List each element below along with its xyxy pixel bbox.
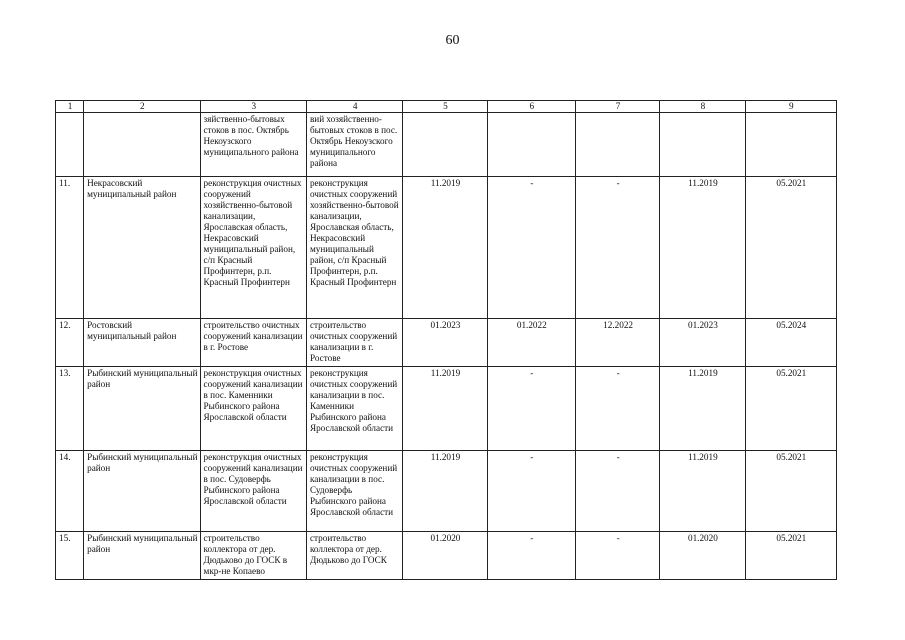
description-cell: строительство коллектора от дер. Дюдьково до ГОСК (306, 532, 402, 580)
date-cell: 11.2019 (403, 367, 487, 451)
table-row (56, 451, 837, 532)
column-number: 3 (200, 101, 306, 113)
table-row (56, 319, 837, 367)
column-number-row (56, 101, 837, 113)
description-cell: реконструкция очистных сооружений канализации в пос. Судоверфь Рыбинского района Ярославской области (306, 451, 402, 532)
column-number: 6 (487, 101, 575, 113)
row-number-cell: 15. (56, 532, 84, 580)
row-number-cell: 14. (56, 451, 84, 532)
date-cell: 11.2019 (660, 177, 745, 319)
date-cell: 11.2019 (660, 367, 745, 451)
object-cell: реконструкция очистных сооружений канализации в пос. Судоверфь Рыбинского района Ярославской области (200, 451, 306, 532)
column-number: 4 (306, 101, 402, 113)
date-cell: - (487, 177, 575, 319)
object-cell: строительство очистных сооружений канализации в г. Ростове (200, 319, 306, 367)
object-cell: реконструкция очистных сооружений канализации в пос. Каменники Рыбинского района Ярославской области (200, 367, 306, 451)
date-cell: 01.2023 (660, 319, 745, 367)
row-number-cell: 12. (56, 319, 84, 367)
column-number: 1 (56, 101, 84, 113)
date-cell: 05.2021 (745, 367, 836, 451)
date-cell: 11.2019 (660, 451, 745, 532)
date-cell: 12.2022 (575, 319, 659, 367)
date-cell: 05.2024 (745, 319, 836, 367)
table-row (56, 367, 837, 451)
page-number: 60 (445, 33, 460, 48)
object-cell: реконструкция очистных сооружений хозяйственно-бытовой канализации, Ярославская область, Некрасовский муниципальный район, с/п Красный Профинтерн, р.п. Красный Профинтерн (200, 177, 306, 319)
document-table (55, 100, 837, 580)
date-cell: 01.2020 (660, 532, 745, 580)
district-cell: Ростовский муниципальный район (84, 319, 200, 367)
row-number-cell (56, 113, 84, 177)
district-cell: Рыбинский муниципальный район (84, 532, 200, 580)
district-cell: Рыбинский муниципальный район (84, 451, 200, 532)
description-cell: реконструкция очистных сооружений канализации в пос. Каменники Рыбинского района Ярославской области (306, 367, 402, 451)
date-cell (487, 113, 575, 177)
column-number: 5 (403, 101, 487, 113)
date-cell: - (575, 367, 659, 451)
date-cell: - (487, 451, 575, 532)
date-cell: 11.2019 (403, 177, 487, 319)
date-cell (575, 113, 659, 177)
date-cell: - (487, 532, 575, 580)
date-cell: 11.2019 (403, 451, 487, 532)
column-number: 2 (84, 101, 200, 113)
row-number-cell: 11. (56, 177, 84, 319)
object-cell: зяйственно-бытовых стоков в пос. Октябрь Некоузского муниципального района (200, 113, 306, 177)
date-cell: 05.2021 (745, 451, 836, 532)
table-row (56, 177, 837, 319)
district-cell: Рыбинский муниципальный район (84, 367, 200, 451)
object-cell: строительство коллектора от дер. Дюдьково до ГОСК в мкр-не Копаево (200, 532, 306, 580)
district-cell: Некрасовский муниципальный район (84, 177, 200, 319)
table-row (56, 532, 837, 580)
date-cell: 01.2022 (487, 319, 575, 367)
date-cell: - (575, 532, 659, 580)
date-cell (403, 113, 487, 177)
district-cell (84, 113, 200, 177)
description-cell: реконструкция очистных сооружений хозяйственно-бытовой канализации, Ярославская область, Некрасовский муниципальный район, с/п Красный Профинтерн, р.п. Красный Профинтерн (306, 177, 402, 319)
description-cell: вий хозяйственно-бытовых стоков в пос. Октябрь Некоузского муниципального района (306, 113, 402, 177)
row-number-cell: 13. (56, 367, 84, 451)
table-row (56, 113, 837, 177)
date-cell: - (487, 367, 575, 451)
description-cell: строительство очистных сооружений канализации в г. Ростове (306, 319, 402, 367)
column-number: 9 (745, 101, 836, 113)
date-cell: 05.2021 (745, 532, 836, 580)
date-cell: - (575, 451, 659, 532)
date-cell: 05.2021 (745, 177, 836, 319)
date-cell (745, 113, 836, 177)
date-cell: 01.2023 (403, 319, 487, 367)
date-cell: 01.2020 (403, 532, 487, 580)
date-cell: - (575, 177, 659, 319)
column-number: 8 (660, 101, 745, 113)
date-cell (660, 113, 745, 177)
column-number: 7 (575, 101, 659, 113)
